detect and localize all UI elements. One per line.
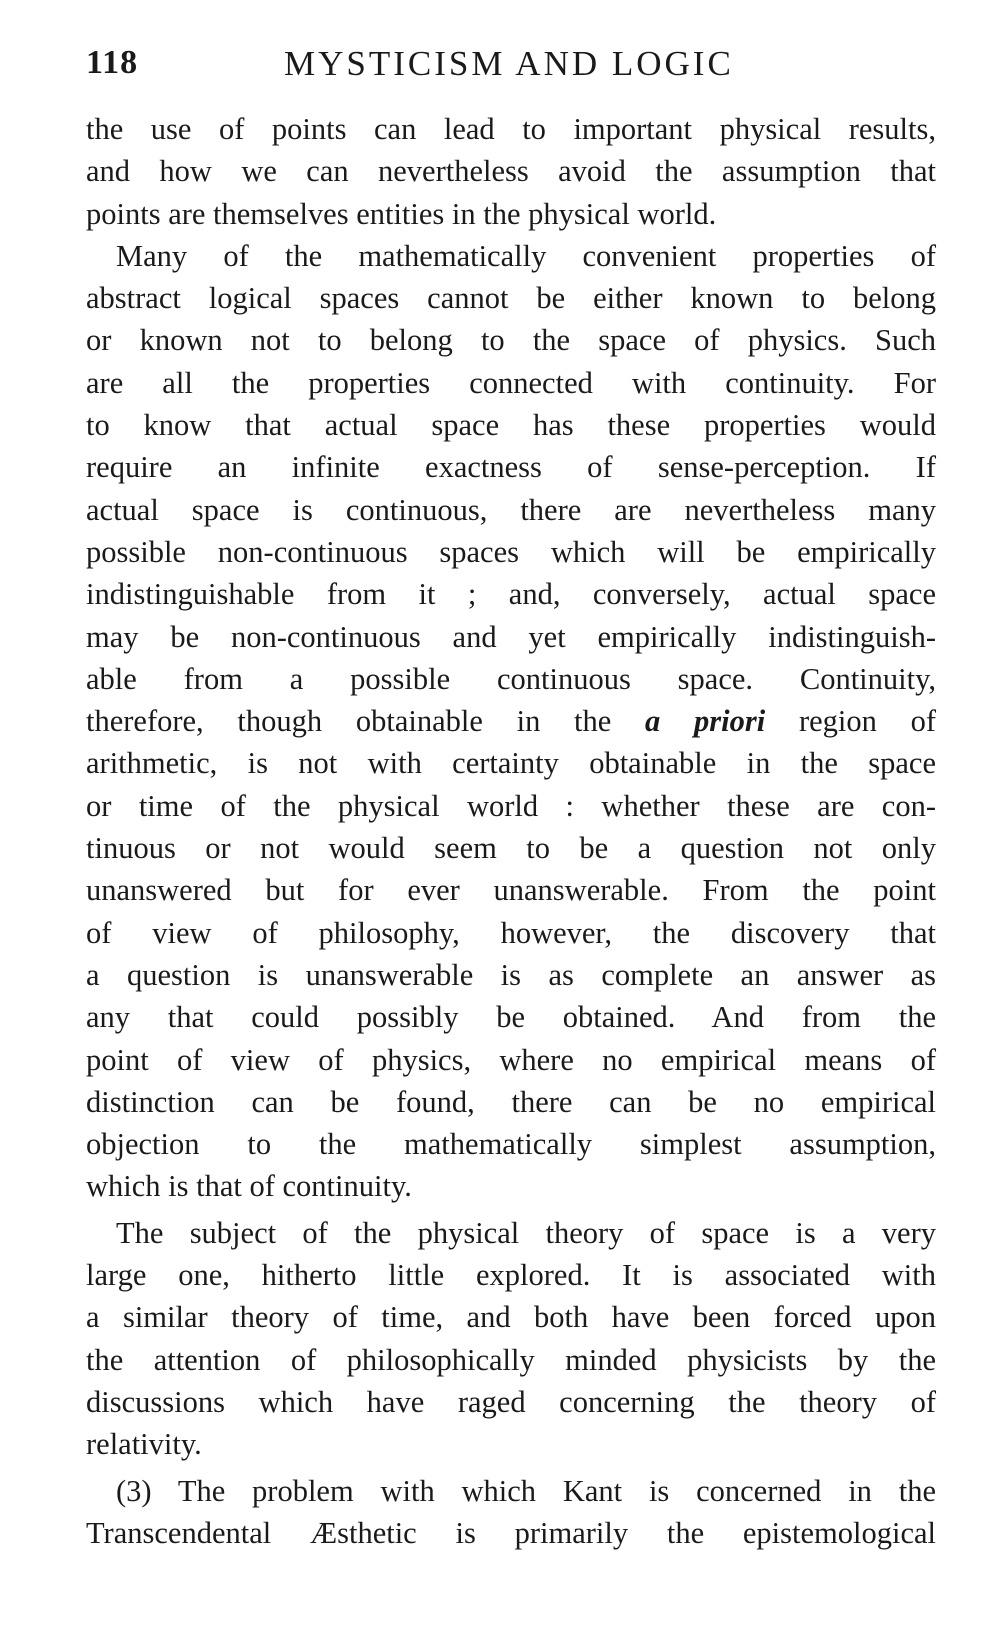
text-fragment: therefore, though obtainable in the — [86, 704, 646, 739]
text-line: relativity. — [86, 1427, 202, 1462]
text-line: large one, hitherto little explored. It is associated with — [86, 1258, 936, 1293]
text-line: (3) The problem with which Kant is concerned in the — [116, 1473, 936, 1508]
text-line: discussions which have raged concerning the theory of — [86, 1384, 936, 1419]
text-line: of view of philosophy, however, the discovery that — [86, 915, 936, 950]
text-line: a similar theory of time, and both have been forced upon — [86, 1300, 936, 1335]
text-line: actual space is continuous, there are nevertheless many — [86, 492, 936, 527]
text-line: Many of the mathematically convenient properties of — [116, 238, 936, 273]
text-line: point of view of physics, where no empirical means of — [86, 1042, 936, 1077]
text-line-with-italic — [86, 700, 936, 742]
text-line: possible non-continuous spaces which will be empirically — [86, 534, 936, 569]
text-line: to know that actual space has these properties would — [86, 408, 936, 443]
text-line: unanswered but for ever unanswerable. From the point — [86, 873, 936, 908]
paragraph-3 — [86, 1212, 936, 1466]
page-header — [86, 44, 936, 94]
text-line: and how we can nevertheless avoid the assumption that — [86, 154, 936, 189]
text-line: may be non-continuous and yet empirically indistinguish- — [86, 619, 936, 654]
italic-phrase: a priori — [645, 704, 766, 739]
text-line: The subject of the physical theory of space is a very — [116, 1215, 936, 1250]
paragraph-1 — [86, 108, 936, 235]
running-head: MYSTICISM AND LOGIC — [284, 44, 734, 83]
text-line: the use of points can lead to important physical results, — [86, 112, 936, 146]
text-line: able from a possible continuous space. Continuity, — [86, 661, 936, 696]
text-line: require an infinite exactness of sense-perception. If — [86, 450, 936, 485]
paragraph-2 — [86, 235, 936, 1208]
text-line: distinction can be found, there can be no empirical — [86, 1084, 936, 1119]
text-line: arithmetic, is not with certainty obtainable in the space — [86, 746, 936, 781]
text-line: Transcendental Æsthetic is primarily the epistemological — [86, 1515, 936, 1550]
text-line: or time of the physical world : whether these are con- — [86, 788, 936, 823]
text-line: any that could possibly be obtained. And from the — [86, 1000, 936, 1035]
text-line: objection to the mathematically simplest assumption, — [86, 1127, 936, 1162]
text-line: the attention of philosophically minded physicists by the — [86, 1342, 936, 1377]
text-line: abstract logical spaces cannot be either known to belong — [86, 281, 936, 316]
text-line: points are themselves entities in the physical world. — [86, 196, 717, 231]
text-line: or known not to belong to the space of physics. Such — [86, 323, 936, 358]
text-line: are all the properties connected with continuity. For — [86, 365, 936, 400]
paragraph-4 — [86, 1470, 936, 1555]
page-number: 118 — [86, 44, 139, 81]
text-line: which is that of continuity. — [86, 1169, 412, 1204]
text-fragment: region of — [765, 704, 936, 739]
body-text — [86, 108, 936, 1554]
text-line: tinuous or not would seem to be a question not only — [86, 831, 936, 866]
text-line: a question is unanswerable is as complete an answer as — [86, 957, 936, 992]
text-line: indistinguishable from it ; and, conversely, actual space — [86, 577, 936, 612]
